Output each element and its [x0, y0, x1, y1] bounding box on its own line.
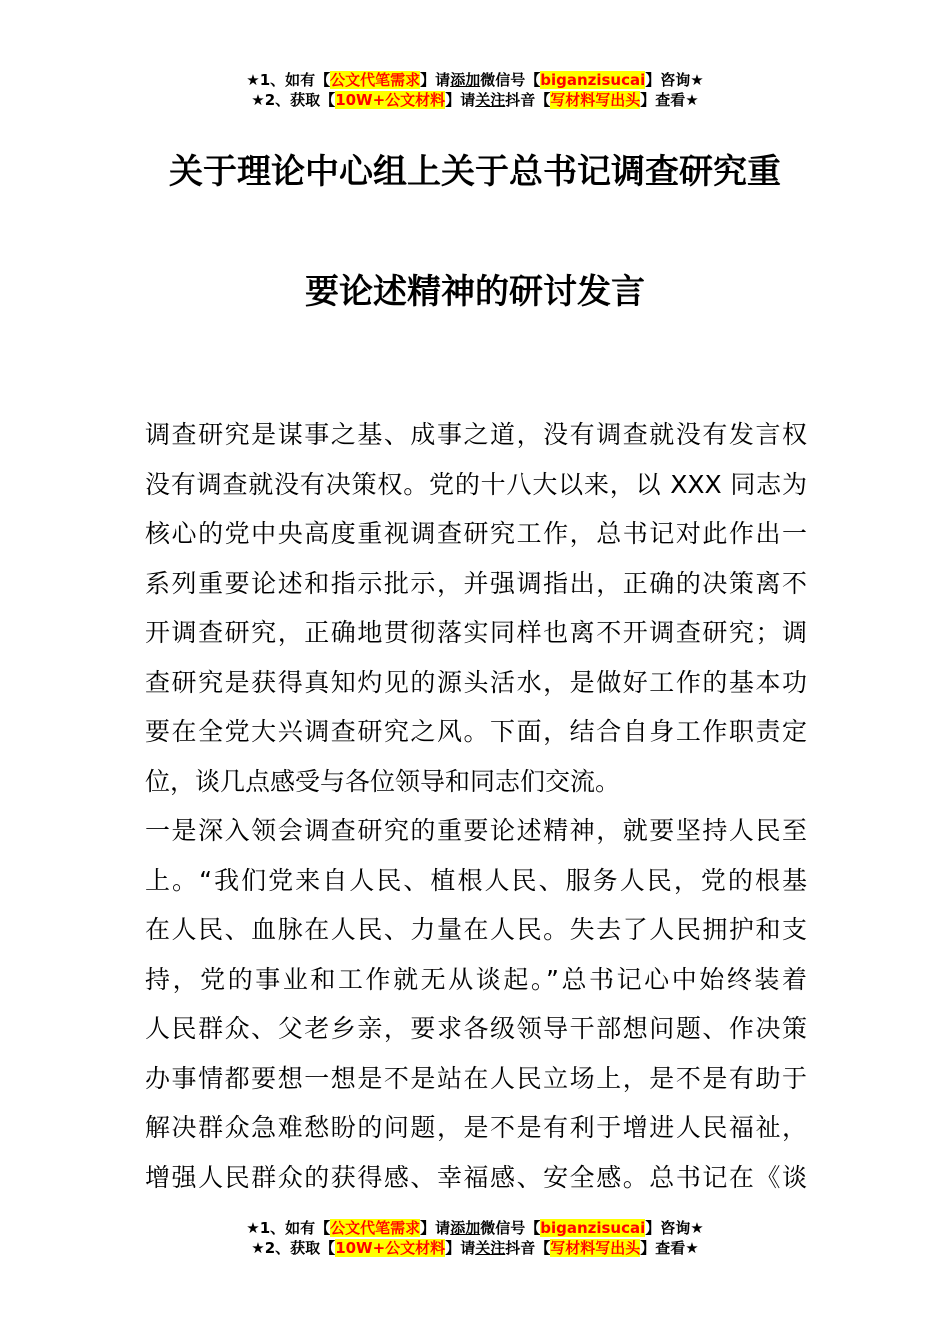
underline-add: 添加 [450, 71, 481, 89]
promo-line-2: ★2、获取【10W+公文材料】请关注抖音【写材料写出头】查看★ [251, 1239, 699, 1257]
body-line: 要在全党大兴调查研究之风。下面，结合自身工作职责定 [145, 717, 807, 746]
document-title-line-2: 要论述精神的研讨发言 [305, 272, 645, 312]
body-line: 增强人民群众的获得感、幸福感、安全感。总书记在《谈 [145, 1162, 807, 1192]
underline-follow: 关注 [475, 91, 506, 109]
body-line: 办事情都要想一想是不是站在人民立场上，是不是有助于 [145, 1063, 807, 1093]
body-line: 调查研究是谋事之基、成事之道，没有调查就没有发言权 [145, 420, 807, 449]
document-title-line-1: 关于理论中心组上关于总书记调查研究重 [169, 152, 781, 192]
promo-line-1: ★1、如有【公文代笔需求】请添加微信号【biganzisucai】咨询★ [246, 1219, 704, 1237]
highlight-materials: 10W+公文材料 [335, 1239, 446, 1257]
promo-banner-bottom [0, 1218, 950, 1258]
body-line: 系列重要论述和指示批示，并强调指出，正确的决策离不 [145, 568, 807, 598]
highlight-wechat-id: biganzisucai [540, 71, 646, 89]
underline-follow: 关注 [475, 1239, 506, 1257]
highlight-materials: 10W+公文材料 [335, 91, 446, 109]
body-line: 位，谈几点感受与各位领导和同志们交流。 [145, 766, 621, 796]
body-line: 开调查研究，正确地贯彻落实同样也离不开调查研究；调 [145, 618, 807, 647]
highlight-douyin-account: 写材料写出头 [550, 91, 641, 109]
body-line: 查研究是获得真知灼见的源头活水，是做好工作的基本功 [145, 667, 807, 697]
body-line: 持，党的事业和工作就无从谈起。”总书记心中始终装着 [145, 964, 807, 994]
body-line: 在人民、血脉在人民、力量在人民。失去了人民拥护和支 [145, 915, 807, 944]
body-line: 没有调查就没有决策权。党的十八大以来，以 XXX 同志为 [145, 469, 807, 499]
document-body [145, 410, 807, 1202]
highlight-ghostwriting: 公文代笔需求 [330, 71, 421, 89]
body-line: 核心的党中央高度重视调查研究工作，总书记对此作出一 [145, 519, 807, 548]
highlight-douyin-account: 写材料写出头 [550, 1239, 641, 1257]
promo-banner-top [0, 70, 950, 110]
body-line: 解决群众急难愁盼的问题，是不是有利于增进人民福祉， [145, 1113, 807, 1142]
underline-add: 添加 [450, 1219, 481, 1237]
body-line: 一是深入领会调查研究的重要论述精神，就要坚持人民至 [145, 816, 807, 845]
highlight-ghostwriting: 公文代笔需求 [330, 1219, 421, 1237]
body-line: 人民群众、父老乡亲，要求各级领导干部想问题、作决策 [145, 1014, 807, 1043]
promo-line-1: ★1、如有【公文代笔需求】请添加微信号【biganzisucai】咨询★ [246, 71, 704, 89]
highlight-wechat-id: biganzisucai [540, 1219, 646, 1237]
body-line: 上。“我们党来自人民、植根人民、服务人民，党的根基 [145, 865, 807, 895]
promo-line-2: ★2、获取【10W+公文材料】请关注抖音【写材料写出头】查看★ [251, 91, 699, 109]
